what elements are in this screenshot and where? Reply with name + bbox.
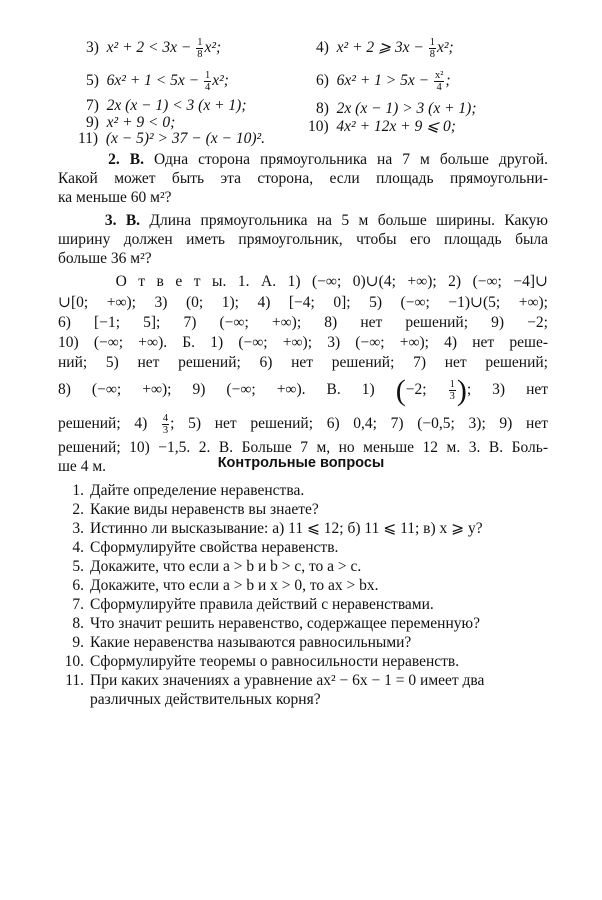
answers-line: ний; 5) нет решений; 6) нет решений; 7) нет решений; [58,354,548,371]
exercise-6: 6) 6x² + 1 > 5x − $\frac{\text{x²}}{4}$ ; [316,70,451,93]
answers-line: ше 4 м. [58,458,106,475]
question-item: 1. Дайте определение неравенства. [72,482,305,499]
answers-line: решений; 4) $\frac{4}{3}$ ; 5) нет решений; 6) 0,4; 7) (−0,5; 3); 9) нет [58,413,548,436]
problem-2-line: 2. В. Одна сторона прямоугольника на 7 м больше другой. [108,151,549,168]
exercise-11: 11) (x − 5)² > 37 − (x − 10)². [78,130,266,147]
problem-3-line: больше 36 м²? [58,250,152,267]
fraction: $\frac{1}{8}$ [197,37,203,60]
exercise-7: 7) 2x (x − 1) < 3 (x + 1); [86,97,247,114]
question-item: 11. При каких значениях a уравнение ax² − 6x − 1 = 0 имеет два [65,672,485,689]
exercise-4: 4) x² + 2 ⩾ 3x − $\frac{1}{8}$ x²; [316,37,454,60]
fraction: $\frac{4}{3}$ [162,413,169,436]
question-item: 5. Докажите, что если a > b и b > c, то a > c. [72,558,362,575]
answers-line: решений; 10) −1,5. 2. В. Больше 7 м, но меньше 12 м. 3. В. Боль- [58,439,548,456]
fraction: $\frac{\text{x²}}{4}$ [434,70,444,93]
exercise-9: 9) x² + 9 < 0; [86,114,176,131]
question-item: 3. Истинно ли высказывание: а) 11 ⩽ 12; б) 11 ⩽ 11; в) x ⩾ y? [72,520,483,537]
question-item: 4. Сформулируйте свойства неравенств. [72,539,339,556]
fraction: $\frac{1}{8}$ [429,37,435,60]
section-heading: Контрольные вопросы [217,455,385,471]
exercise-10: 10) 4x² + 12x + 9 ⩽ 0; [308,118,456,135]
exercise-5: 5) 6x² + 1 < 5x − $\frac{1}{4}$ x²; [86,70,229,93]
answers-line: 6) [−1; 5]; 7) (−∞; +∞); 8) нет решений; 9) −2; [58,314,548,331]
question-item: различных действительных корня? [90,691,321,708]
question-item: 6. Докажите, что если a > b и x > 0, то ax > bx. [72,577,379,594]
answers-line: 8) (−∞; +∞); 9) (−∞; +∞). В. 1) (−2; $\frac{1}{3}$ ); 3) нет [58,374,549,407]
exercise-3: 3) x² + 2 < 3x − $\frac{1}{8}$ x²; [86,37,222,60]
problem-2-line: Какой может быть эта сторона, если площадь прямоугольни- [58,170,548,187]
question-item: 2. Какие виды неравенств вы знаете? [72,501,319,518]
answers-line: ∪[0; +∞); 3) (0; 1); 4) [−4; 0]; 5) (−∞; −1)∪(5; +∞); [58,294,548,311]
problem-2-line: ка меньше 60 м²? [58,189,172,206]
answers-line: 10) (−∞; +∞). Б. 1) (−∞; +∞); 3) (−∞; +∞); 4) нет реше- [58,334,548,351]
fraction: $\frac{1}{4}$ [204,70,211,93]
problem-3-line: 3. В. Длина прямоугольника на 5 м больше ширины. Какую [104,212,549,229]
question-item: 10. Сформулируйте теоремы о равносильности неравенств. [64,653,460,670]
exercise-8: 8) 2x (x − 1) > 3 (x + 1); [316,100,477,117]
problem-3-line: ширину должен иметь прямоугольник, чтобы его площадь была [58,231,548,248]
question-item: 9. Какие неравенства называются равносильными? [72,634,412,651]
question-item: 8. Что значит решить неравенство, содержащее переменную? [72,615,480,632]
answers-line: О т в е т ы. 1. А. 1) (−∞; 0)∪(4; +∞); 2) (−∞; −4]∪ [115,273,549,290]
fraction: $\frac{1}{3}$ [449,379,455,402]
question-item: 7. Сформулируйте правила действий с неравенствами. [72,596,434,613]
